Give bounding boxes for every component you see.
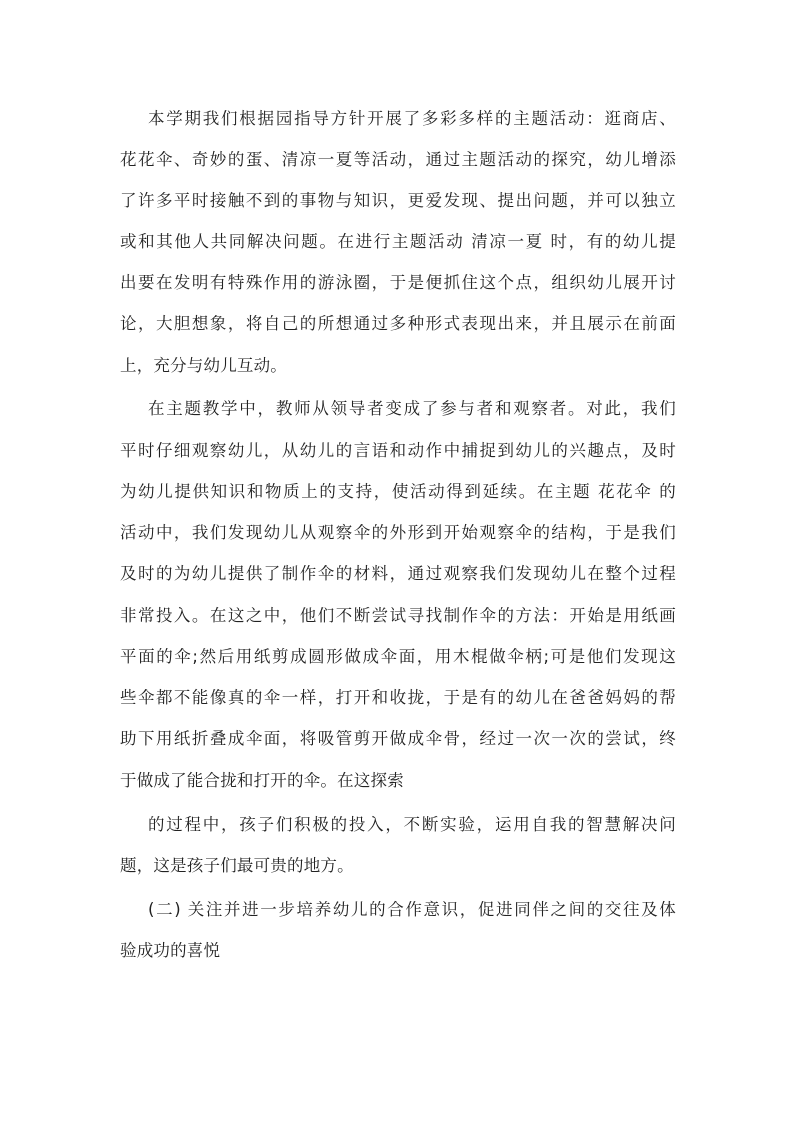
paragraph-line: 非常投入。在这之中，他们不断尝试寻找制作伞的方法：开始是用纸画: [120, 606, 676, 625]
paragraph-line: 出要在发明有特殊作用的游泳圈，于是便抓住这个点，组织幼儿展开讨: [120, 273, 676, 292]
paragraph-line: 论，大胆想象，将自己的所想通过多种形式表现出来，并且展示在前面: [120, 314, 676, 333]
paragraph-line: 或和其他人共同解决问题。在进行主题活动 清凉一夏 时，有的幼儿提: [120, 232, 676, 251]
paragraph-line: 的过程中，孩子们积极的投入，不断实验，运用自我的智慧解决问: [148, 815, 676, 834]
paragraph-line: 活动中，我们发现幼儿从观察伞的外形到开始观察伞的结构，于是我们: [120, 523, 676, 542]
section-heading-line: 验成功的喜悦: [120, 941, 221, 960]
paragraph-line: 平时仔细观察幼儿，从幼儿的言语和动作中捕捉到幼儿的兴趣点，及时: [120, 441, 676, 460]
paragraph-line: 了许多平时接触不到的事物与知识，更爱发现、提出问题，并可以独立: [120, 191, 676, 210]
paragraph-line: 本学期我们根据园指导方针开展了多彩多样的主题活动：逛商店、: [148, 109, 676, 128]
paragraph-line: 为幼儿提供知识和物质上的支持，使活动得到延续。在主题 花花伞 的: [120, 482, 676, 501]
paragraph-line: 平面的伞;然后用纸剪成圆形做成伞面，用木棍做伞柄;可是他们发现这: [120, 647, 676, 666]
paragraph-line: 上，充分与幼儿互动。: [120, 356, 287, 375]
paragraph-line: 助下用纸折叠成伞面，将吸管剪开做成伞骨，经过一次一次的尝试，终: [120, 729, 676, 748]
section-heading-line: (二) 关注并进一步培养幼儿的合作意识，促进同伴之间的交往及体: [148, 900, 676, 919]
paragraph-line: 题，这是孩子们最可贵的地方。: [120, 856, 354, 875]
paragraph-line: 于做成了能合拢和打开的伞。在这探索: [120, 771, 404, 790]
paragraph-line: 些伞都不能像真的伞一样，打开和收拢，于是有的幼儿在爸爸妈妈的帮: [120, 688, 676, 707]
paragraph-line: 花花伞、奇妙的蛋、清凉一夏等活动，通过主题活动的探究，幼儿增添: [120, 150, 676, 169]
paragraph-line: 在主题教学中，教师从领导者变成了参与者和观察者。对此，我们: [148, 399, 676, 418]
paragraph-line: 及时的为幼儿提供了制作伞的材料，通过观察我们发现幼儿在整个过程: [120, 564, 676, 583]
